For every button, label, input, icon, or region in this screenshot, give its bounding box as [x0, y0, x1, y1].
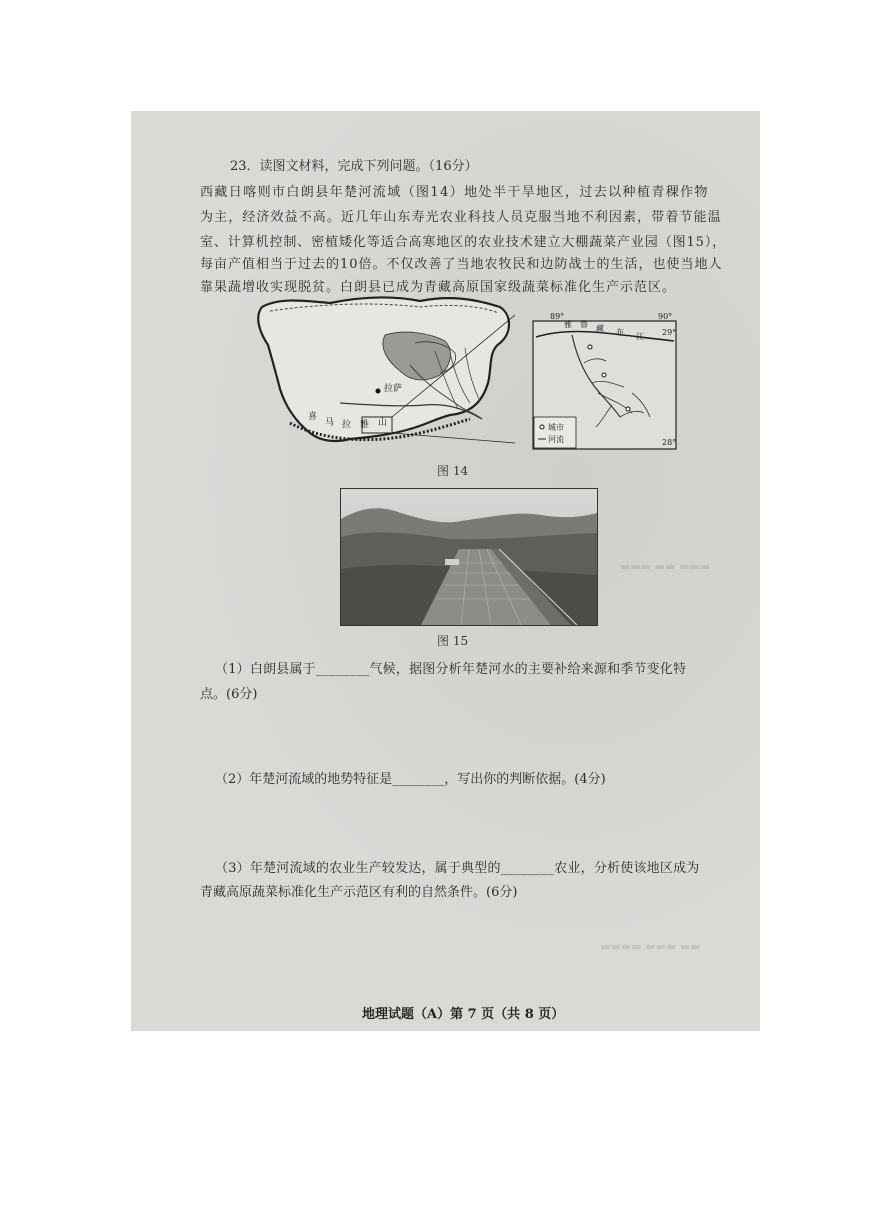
nianchu-river-inset-map — [532, 313, 677, 450]
question-1-line: 点。(6分) — [200, 687, 258, 702]
border-char: 山 — [378, 418, 388, 428]
bleed-through-text: ▬▬▬ ▬▬ ▬▬▬ — [620, 560, 711, 573]
inset-leader-line — [392, 433, 515, 443]
city-marker — [602, 373, 606, 377]
paragraph-line: 西藏日喀则市白朗县年楚河流域（图14）地处半干旱地区，过去以种植青稞作物 — [200, 185, 709, 200]
city-marker — [588, 345, 592, 349]
river-label-char: 布 — [616, 328, 624, 337]
latitude-label: 28° — [662, 438, 677, 447]
figure-14-caption: 图 14 — [437, 464, 469, 478]
page-footer: 地理试题（A）第 7 页（共 8 页） — [362, 1007, 565, 1022]
question-3-line: 青藏高原蔬菜标准化生产示范区有利的自然条件。(6分) — [200, 885, 518, 900]
city-marker — [626, 407, 630, 411]
paragraph-line: 每亩产值相当于过去的10倍。不仅改善了当地农牧民和边防战士的生活，也使当地人 — [200, 257, 723, 272]
question-1-line: （1）白朗县属于________气候，据图分析年楚河水的主要补给来源和季节变化特 — [215, 662, 687, 677]
tibet-map — [250, 293, 515, 453]
figure-15-caption: 图 15 — [437, 634, 469, 648]
river-label-char: 鲁 — [580, 320, 588, 329]
latitude-label: 29° — [662, 328, 677, 337]
greenhouse-photo — [340, 488, 598, 626]
question-3-line: （3）年楚河流域的农业生产较发达，属于典型的________农业，分析使该地区成为 — [215, 861, 700, 876]
lhasa-label: 拉萨 — [384, 384, 403, 394]
lhasa-city-marker — [376, 389, 381, 394]
paragraph-line: 室、计算机控制、密植矮化等适合高寒地区的农业技术建立大棚蔬菜产业园（图15）， — [200, 235, 727, 250]
legend-city-icon — [540, 425, 544, 429]
river-label-char: 江 — [636, 332, 644, 341]
longitude-label: 89° — [550, 313, 565, 321]
river-label-char: 藏 — [596, 324, 604, 333]
border-char: 马 — [325, 418, 335, 428]
border-char: 拉 — [342, 420, 352, 430]
legend-river-label: 河流 — [548, 435, 564, 444]
paragraph-line: 靠果蔬增收实现脱贫。白朗县已成为青藏高原国家级蔬菜标准化生产示范区。 — [200, 280, 677, 295]
paragraph-line: 为主，经济效益不高。近几年山东寿光农业科技人员克服当地不利因素，带着节能温 — [200, 210, 722, 225]
question-2-line: （2）年楚河流域的地势特征是________，写出你的判断依据。(4分) — [215, 772, 606, 787]
legend-city-label: 城市 — [548, 423, 564, 432]
border-char: 喜 — [308, 412, 318, 422]
question-header: 23．读图文材料，完成下列问题。（16分） — [230, 159, 478, 174]
river-label-char: 雅 — [564, 320, 572, 329]
border-char: 雅 — [360, 420, 370, 430]
longitude-label: 90° — [658, 313, 673, 321]
bleed-through-text: ▬▬▬▬ ▬▬▬ ▬▬ — [600, 940, 701, 953]
